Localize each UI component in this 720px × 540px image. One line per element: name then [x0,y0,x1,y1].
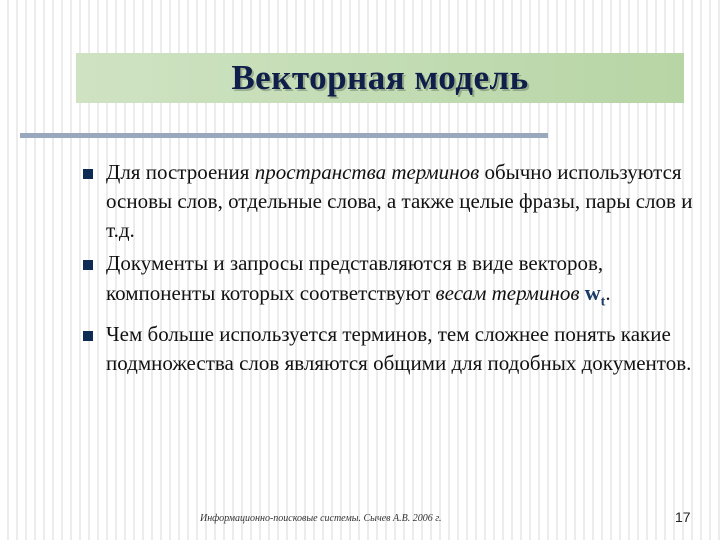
slide-title: Векторная модель [231,58,529,97]
bullet-list [78,158,698,382]
square-bullet-icon [83,331,93,341]
bullet-1-text: Для построения [106,160,255,184]
bullet-1-text-end: обычно используются основы слов, отдельные слова, а также целые фразы, пары слов и т.д. [106,160,693,242]
title-band [76,53,684,103]
title-divider [20,133,548,138]
term-weight-symbol: $w_t$ [584,280,606,310]
bullet-3-text: Чем больше используется терминов, тем сложнее понять какие подмножества слов являются общими для подобных документов. [106,322,692,376]
bullet-2-italic: весам терминов [435,281,580,305]
page-number: 17 [675,509,691,525]
bullet-item-2 [78,249,698,316]
bullet-2-text: Документы и запросы представляются в виде векторов, компоненты которых соответствуют [106,251,604,305]
bullet-item-1 [78,158,698,245]
bullet-item-3 [78,320,698,378]
bullet-2-end: . [605,281,611,305]
slide-footer: Информационно-поисковые системы. Сычев А.В. 2006 г. [200,513,442,524]
square-bullet-icon [83,260,93,270]
bullet-1-italic: пространства терминов [254,160,480,184]
square-bullet-icon [83,169,93,179]
